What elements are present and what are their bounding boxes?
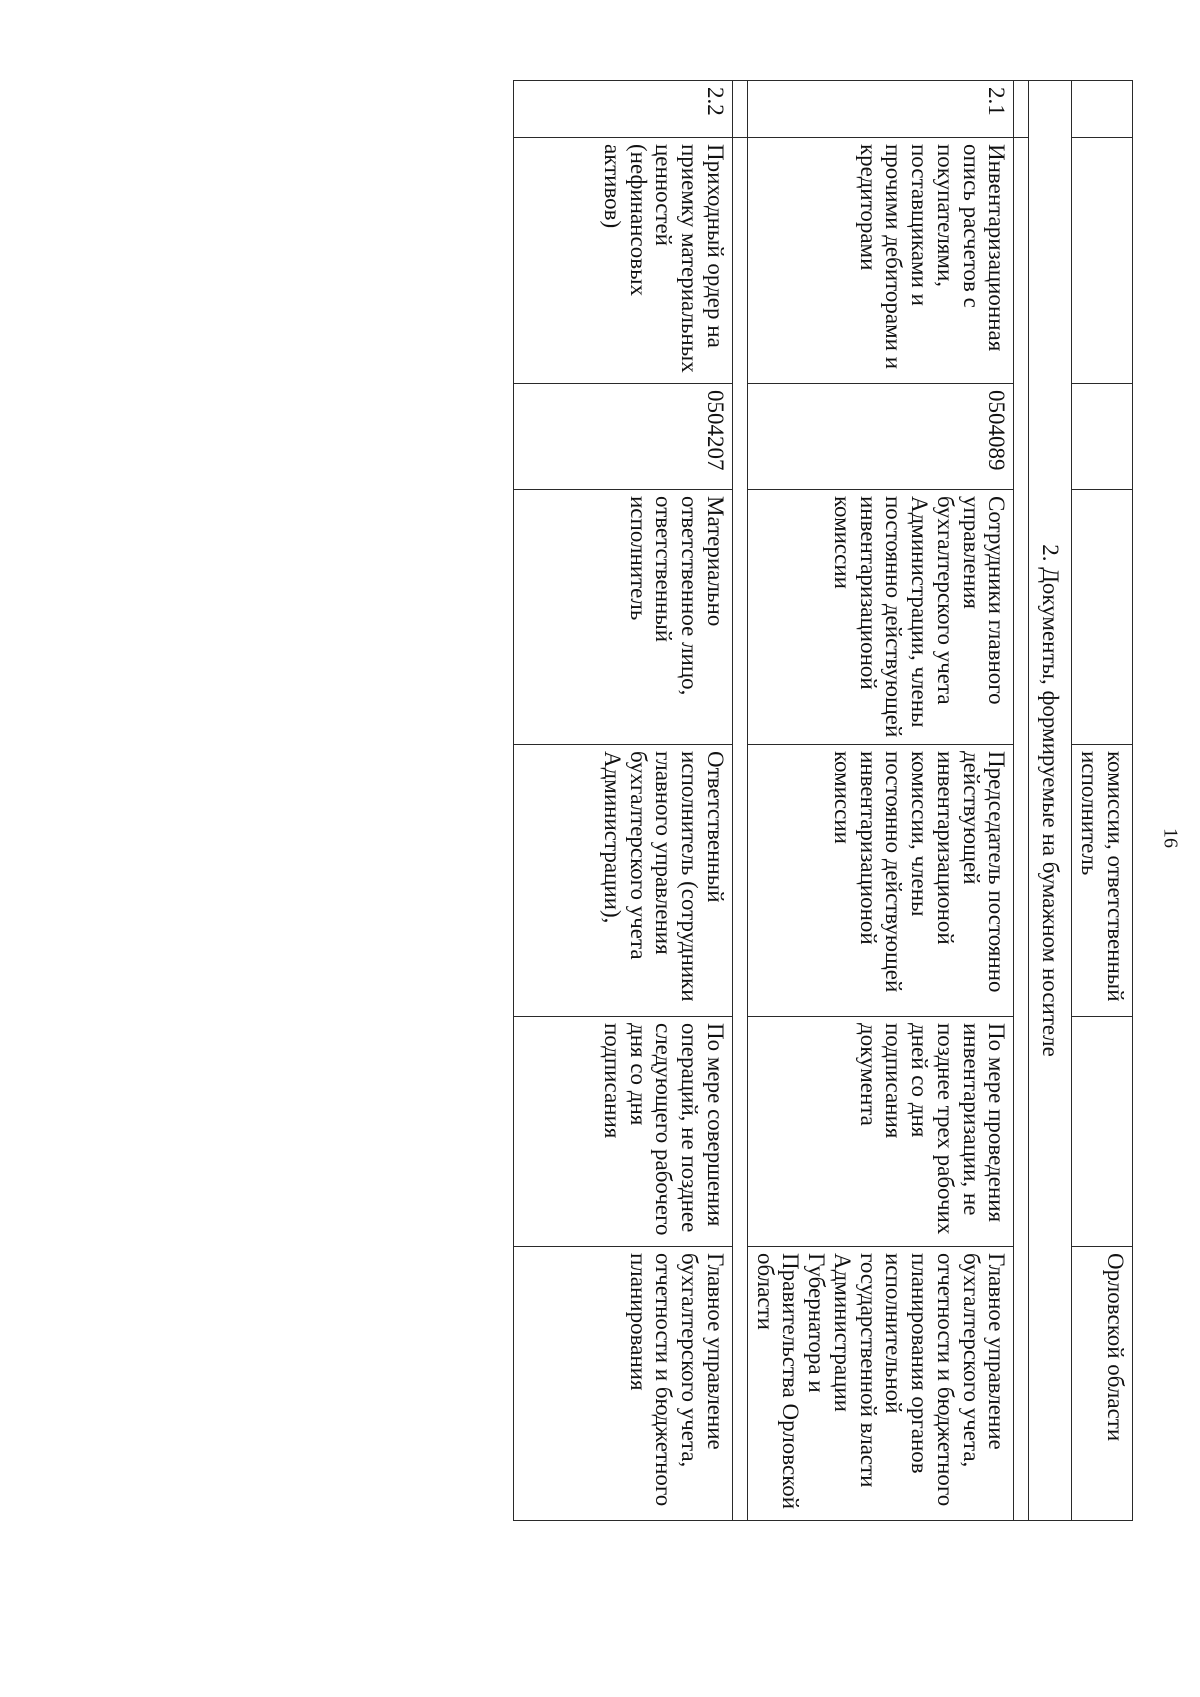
continuation-signers-cell: комиссии, ответственный исполнитель [1072, 745, 1133, 1017]
row-number: 2.2 [514, 81, 733, 138]
row-number: 2.1 [748, 81, 1015, 138]
recipient: Главное управление бухгалтерского учета, отчетности и бюджетного планирования [514, 1247, 733, 1521]
spacer-cell [733, 138, 748, 1521]
table-row [514, 81, 733, 1521]
rotated-page-content [133, 80, 1133, 1520]
recipient: Главное управление бухгалтерского учета, отчетности и бюджетного планирования органов исполнительной государственной власти Администрации Губернатора и Правительства Орловской области [748, 1247, 1015, 1521]
section-heading-row [1029, 81, 1072, 1521]
form-code: 0504207 [514, 384, 733, 490]
continuation-code-cell [1072, 384, 1133, 490]
document-name: Инвентаризационная опись расчетов с покупателями, поставщиками и прочими дебиторами и кредиторами [748, 138, 1015, 384]
signers: Ответственный исполнитель (сотрудники главного управления бухгалтерского учета Администрации), [514, 745, 733, 1017]
form-code: 0504089 [748, 384, 1015, 490]
spacer-cell [1014, 138, 1029, 1521]
spacer-row [1014, 81, 1029, 1521]
continuation-deadline-cell [1072, 1017, 1133, 1247]
spacer-row [733, 81, 748, 1521]
page-number: 16 [1159, 828, 1182, 848]
continuation-number-cell [1072, 81, 1133, 138]
continuation-row [1072, 81, 1133, 1521]
continuation-name-cell [1072, 138, 1133, 384]
preparers: Сотрудники главного управления бухгалтерского учета Администрации, члены постоянно действующей инвентаризационой комиссии [748, 490, 1015, 745]
table-row [748, 81, 1015, 1521]
preparers: Материально ответственное лицо, ответственный исполнитель [514, 490, 733, 745]
continuation-preparers-cell [1072, 490, 1133, 745]
continuation-recipient-cell: Орловской области [1072, 1247, 1133, 1521]
spacer-cell [733, 81, 748, 138]
deadline: По мере совершения операций, не позднее следующего рабочего дня со дня подписания [514, 1017, 733, 1247]
section-title: 2. Документы, формируемые на бумажном носителе [1029, 81, 1072, 1521]
documents-table [513, 80, 1133, 1521]
document-name: Приходный ордер на приемку материальных ценностей (нефинансовых активов) [514, 138, 733, 384]
deadline: По мере проведения инвентаризации, не позднее трех рабочих дней со дня подписания документа [748, 1017, 1015, 1247]
spacer-cell [1014, 81, 1029, 138]
signers: Председатель постоянно действующей инвентаризационой комиссии, члены постоянно действующей инвентаризационой комиссии [748, 745, 1015, 1017]
